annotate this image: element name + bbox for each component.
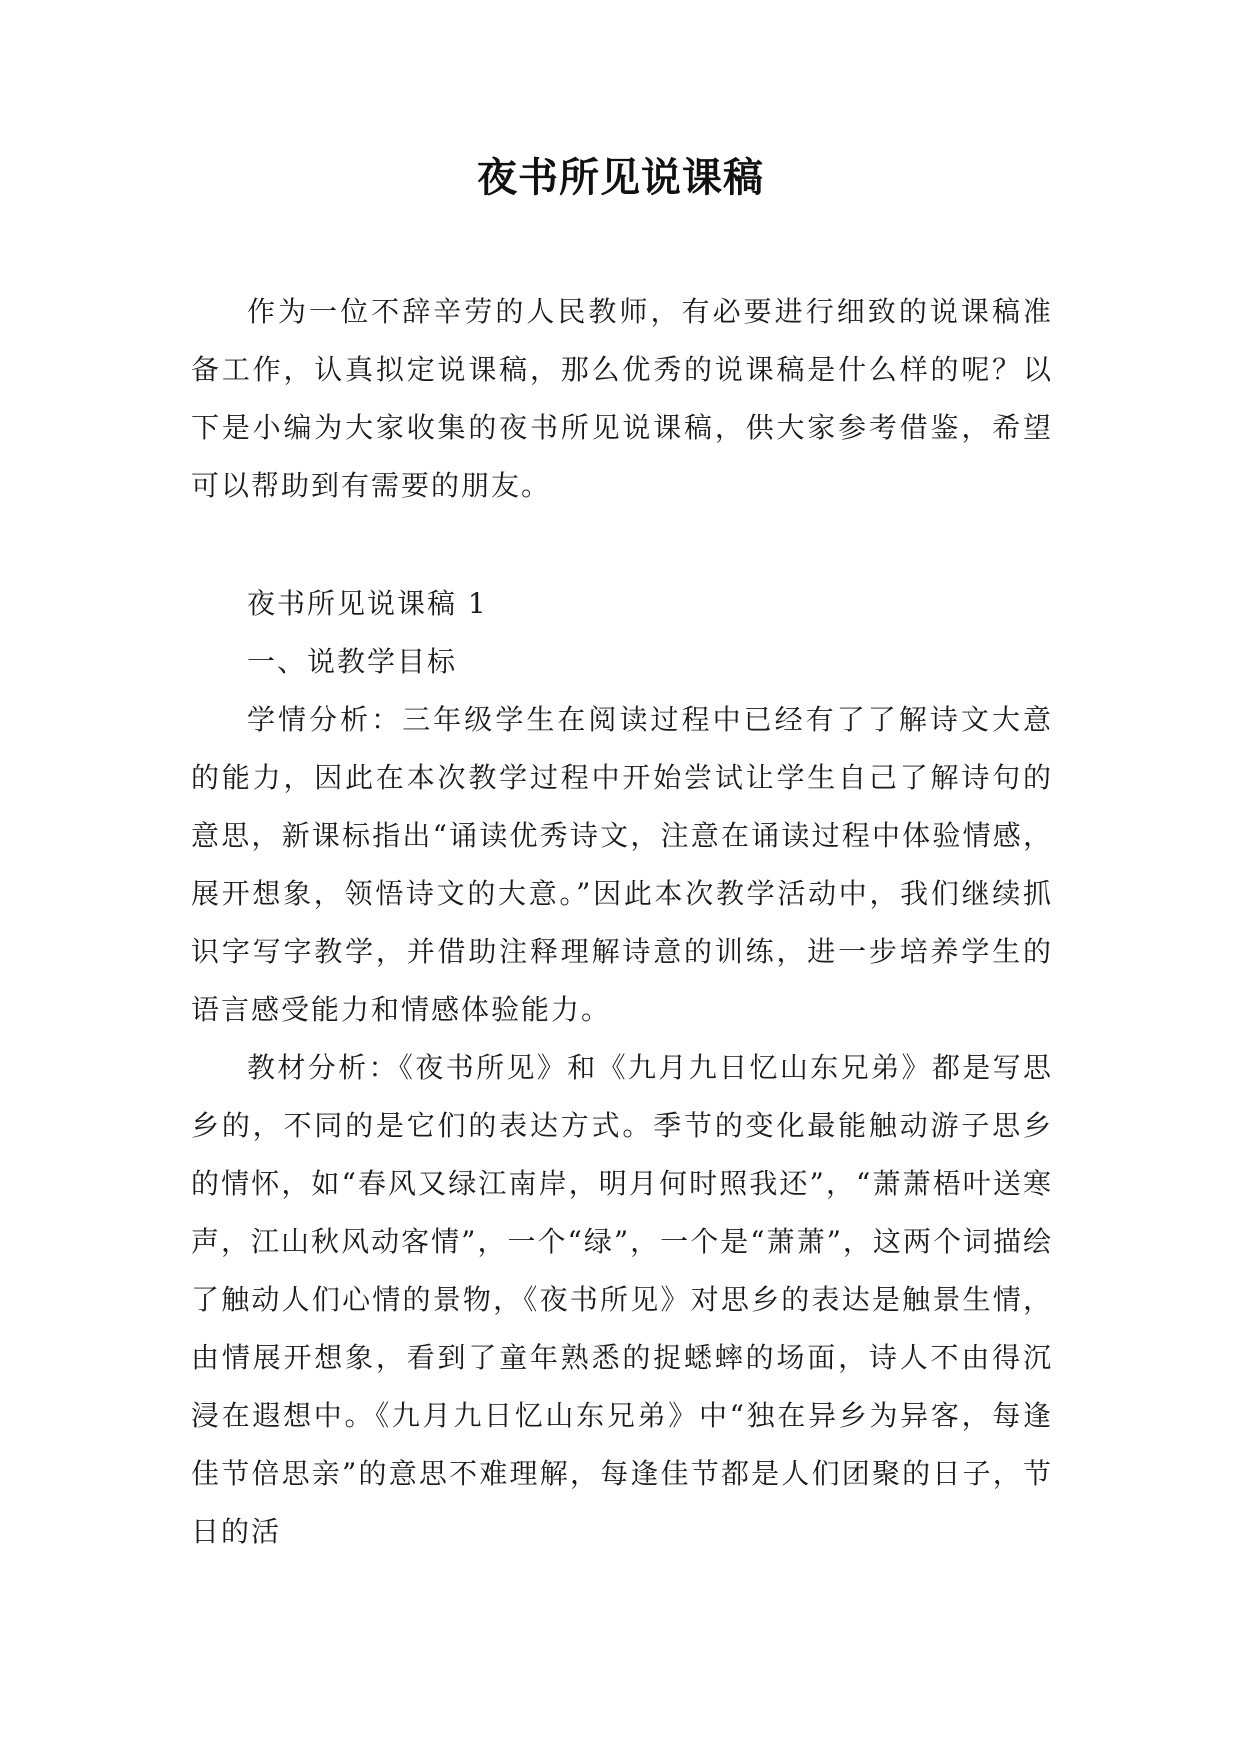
content-block <box>191 575 1053 1561</box>
document-title: 夜书所见说课稿 <box>477 154 764 201</box>
intro-paragraph: 作为一位不辞辛劳的人民教师，有必要进行细致的说课稿准备工作，认真拟定说课稿，那么优秀的说课稿是什么样的呢？以下是小编为大家收集的夜书所见说课稿，供大家参考借鉴，希望可以帮助到有需要的朋友。 <box>191 295 1053 502</box>
section-heading: 夜书所见说课稿 1 <box>247 587 488 620</box>
intro-block <box>191 283 1053 515</box>
body-paragraph: 学情分析：三年级学生在阅读过程中已经有了了解诗文大意的能力，因此在本次教学过程中开始尝试让学生自己了解诗句的意思，新课标指出“诵读优秀诗文，注意在诵读过程中体验情感，展开想象，领悟诗文的大意。”因此本次教学活动中，我们继续抓识字写字教学，并借助注释理解诗意的训练，进一步培养学生的语言感受能力和情感体验能力。 <box>191 703 1053 1026</box>
body-paragraph: 教材分析：《夜书所见》和《九月九日忆山东兄弟》都是写思乡的，不同的是它们的表达方式。季节的变化最能触动游子思乡的情怀，如“春风又绿江南岸，明月何时照我还”，“萧萧梧叶送寒声，江山秋风动客情”，一个“绿”，一个是“萧萧”，这两个词描绘了触动人们心情的景物，《夜书所见》对思乡的表达是触景生情，由情展开想象，看到了童年熟悉的捉蟋蟀的场面，诗人不由得沉浸在遐想中。《九月九日忆山东兄弟》中“独在异乡为异客，每逢佳节倍思亲”的意思不难理解，每逢佳节都是人们团聚的日子，节日的活 <box>191 1051 1053 1548</box>
subheading: 一、说教学目标 <box>247 645 458 678</box>
